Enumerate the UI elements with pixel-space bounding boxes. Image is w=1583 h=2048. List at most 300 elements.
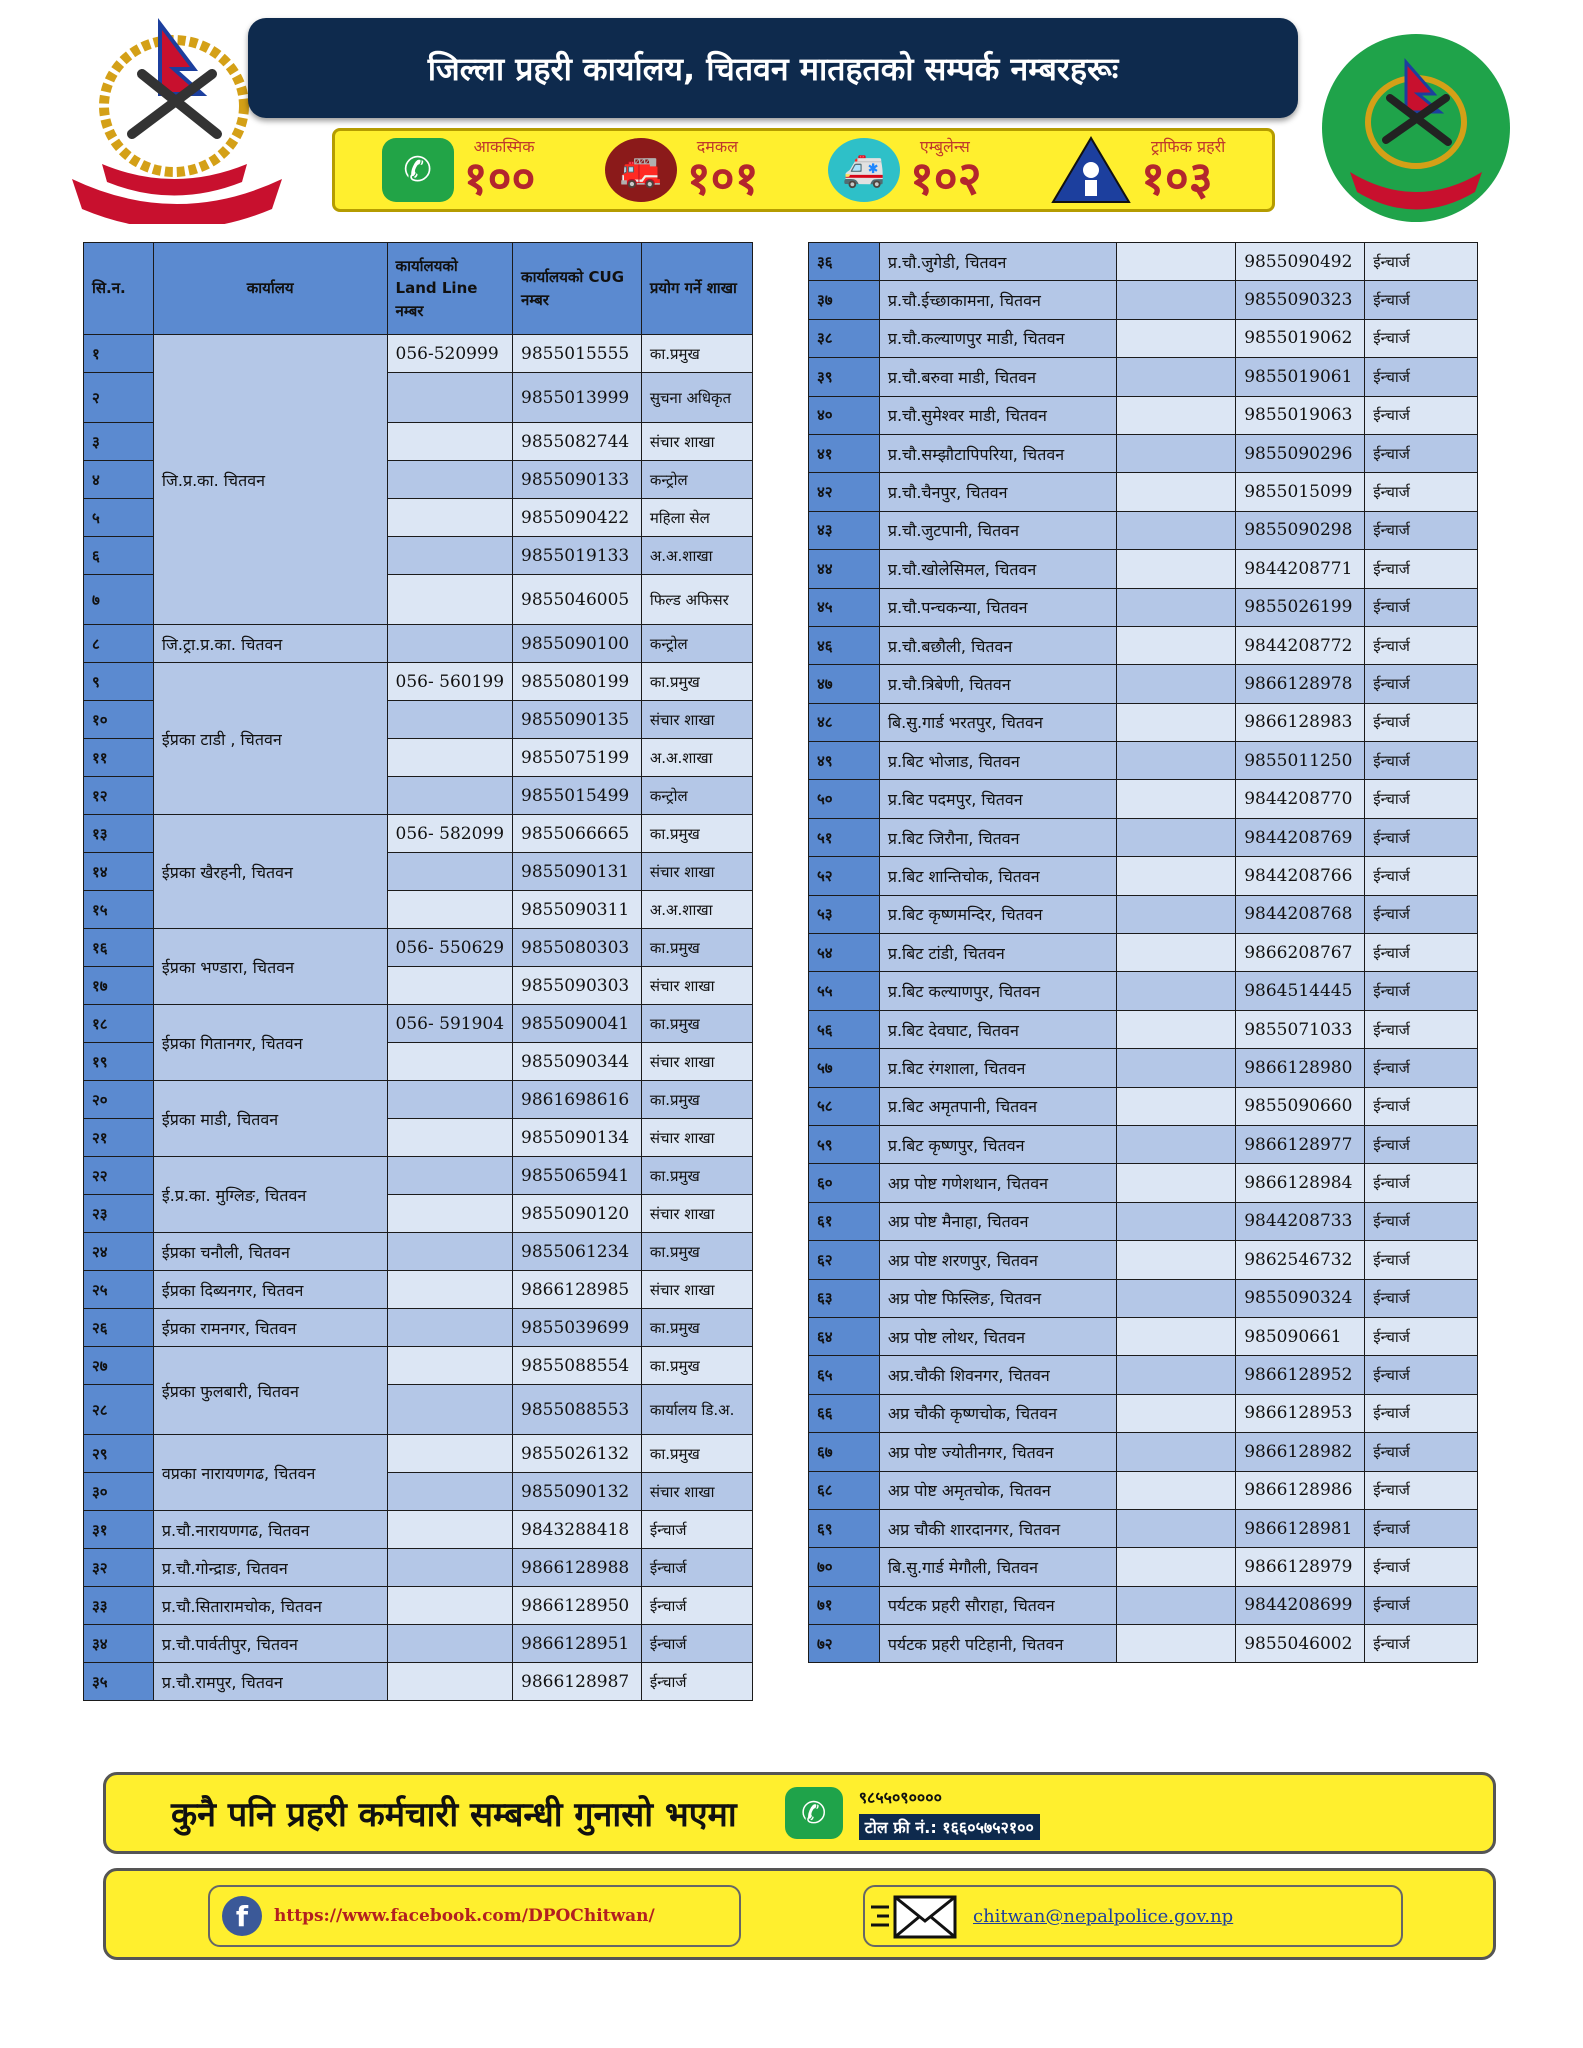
office-cell: ई.प्र.का. मुग्लिङ, चितवन [153, 1157, 387, 1233]
table-row [84, 815, 753, 853]
cug-number-cell[interactable]: 9855011250 [1236, 742, 1365, 780]
serial-number-cell: ३५ [84, 1663, 154, 1701]
table-row [809, 281, 1478, 319]
cug-number-cell[interactable]: 9855065941 [513, 1157, 642, 1195]
branch-cell: संचार शाखा [641, 967, 752, 1005]
table-row [809, 1125, 1478, 1163]
branch-cell: महिला सेल [641, 499, 752, 537]
landline-cell[interactable] [1116, 550, 1236, 588]
branch-cell: का.प्रमुख [641, 929, 752, 967]
landline-cell[interactable] [1116, 1202, 1236, 1240]
branch-cell: ईन्चार्ज [641, 1663, 752, 1701]
cug-number-cell[interactable]: 9855013999 [513, 373, 642, 423]
serial-number-cell: २९ [84, 1435, 154, 1473]
serial-number-cell: २६ [84, 1309, 154, 1347]
cug-number-cell[interactable]: 9855090120 [513, 1195, 642, 1233]
office-cell: ईप्रका रामनगर, चितवन [153, 1309, 387, 1347]
branch-cell: संचार शाखा [641, 1043, 752, 1081]
office-cell: अप्र चौकी शारदानगर, चितवन [879, 1509, 1116, 1547]
landline-cell[interactable] [387, 1435, 513, 1473]
landline-cell[interactable] [1116, 818, 1236, 856]
office-cell: अप्र पोष्ट मैनाहा, चितवन [879, 1202, 1116, 1240]
landline-cell[interactable] [1116, 1010, 1236, 1048]
landline-cell[interactable] [1116, 358, 1236, 396]
cug-number-cell[interactable]: 9855026132 [513, 1435, 642, 1473]
branch-cell: फिल्ड अफिसर [641, 575, 752, 625]
branch-cell: ईन्चार्ज [1365, 1471, 1478, 1509]
cug-number-cell[interactable]: 9866128980 [1236, 1049, 1365, 1087]
landline-cell[interactable] [387, 1587, 513, 1625]
serial-number-cell: ६४ [809, 1317, 880, 1355]
landline-cell[interactable] [387, 1119, 513, 1157]
landline-cell[interactable] [387, 1347, 513, 1385]
cug-number-cell[interactable]: 9843288418 [513, 1511, 642, 1549]
cug-number-cell[interactable]: 9855090324 [1236, 1279, 1365, 1317]
landline-cell[interactable] [1116, 588, 1236, 626]
branch-cell: ईन्चार्ज [1365, 1010, 1478, 1048]
phone-icon: ✆ [785, 1787, 843, 1839]
office-cell: प्र.बिट रंगशाला, चितवन [879, 1049, 1116, 1087]
cug-number-cell[interactable]: 9844208771 [1236, 550, 1365, 588]
emergency-number: १०० [463, 151, 536, 205]
cug-number-cell[interactable]: 9855090296 [1236, 434, 1365, 472]
branch-cell: ईन्चार्ज [1365, 1586, 1478, 1624]
office-cell: बि.सु.गार्ड मेगौली, चितवन [879, 1548, 1116, 1586]
cug-number-cell[interactable]: 9855090492 [1236, 243, 1365, 281]
office-cell: प्र.चौ.पन्चकन्या, चितवन [879, 588, 1116, 626]
column-header: कार्यालय [153, 243, 387, 335]
serial-number-cell: ६५ [809, 1356, 880, 1394]
office-cell: प्र.चौ.गोन्द्राङ, चितवन [153, 1549, 387, 1587]
landline-cell[interactable] [1116, 1049, 1236, 1087]
landline-cell[interactable] [387, 1081, 513, 1119]
cug-number-cell[interactable]: 9855039699 [513, 1309, 642, 1347]
serial-number-cell: १२ [84, 777, 154, 815]
branch-cell: ईन्चार्ज [1365, 1125, 1478, 1163]
emergency-item[interactable] [605, 137, 759, 205]
landline-cell[interactable] [387, 739, 513, 777]
landline-cell[interactable] [387, 891, 513, 929]
social-bar [103, 1868, 1496, 1960]
cug-number-cell[interactable]: 9855090134 [513, 1119, 642, 1157]
serial-number-cell: ३ [84, 423, 154, 461]
cug-number-cell[interactable]: 9866128987 [513, 1663, 642, 1701]
table-row [809, 1241, 1478, 1279]
landline-cell[interactable] [1116, 1471, 1236, 1509]
cug-number-cell[interactable]: 9855080303 [513, 929, 642, 967]
cug-number-cell[interactable]: 9866128977 [1236, 1125, 1365, 1163]
branch-cell: ईन्चार्ज [1365, 1625, 1478, 1663]
serial-number-cell: १ [84, 335, 154, 373]
serial-number-cell: ५४ [809, 934, 880, 972]
cug-number-cell[interactable]: 9866128951 [513, 1625, 642, 1663]
branch-cell: ईन्चार्ज [1365, 1394, 1478, 1432]
branch-cell: का.प्रमुख [641, 1435, 752, 1473]
serial-number-cell: ५० [809, 780, 880, 818]
landline-cell[interactable] [387, 1043, 513, 1081]
cug-number-cell[interactable]: 9866128981 [1236, 1509, 1365, 1547]
table-row [809, 818, 1478, 856]
office-cell: ईप्रका टाडी , चितवन [153, 663, 387, 815]
emergency-item[interactable] [828, 137, 982, 205]
cug-number-cell[interactable]: 9861698616 [513, 1081, 642, 1119]
cug-number-cell[interactable]: 9844208766 [1236, 857, 1365, 895]
table-row [84, 1081, 753, 1119]
landline-cell[interactable] [1116, 319, 1236, 357]
serial-number-cell: ६० [809, 1164, 880, 1202]
cug-number-cell[interactable]: 9844208769 [1236, 818, 1365, 856]
office-cell: अप्र चौकी कृष्णचोक, चितवन [879, 1394, 1116, 1432]
cug-number-cell[interactable]: 9855088553 [513, 1385, 642, 1435]
cug-number-cell[interactable]: 9855075199 [513, 739, 642, 777]
office-cell: प्र.चौ.बरुवा माडी, चितवन [879, 358, 1116, 396]
office-cell: पर्यटक प्रहरी सौराहा, चितवन [879, 1586, 1116, 1624]
landline-cell[interactable] [387, 575, 513, 625]
office-cell: प्र.चौ.ईच्छाकामना, चितवन [879, 281, 1116, 319]
office-cell: वप्रका नारायणगढ, चितवन [153, 1435, 387, 1511]
landline-cell[interactable] [387, 499, 513, 537]
facebook-icon: f [222, 1896, 262, 1936]
landline-cell[interactable] [387, 1385, 513, 1435]
table-row [809, 665, 1478, 703]
table-row [809, 780, 1478, 818]
cug-number-cell[interactable]: 9855090135 [513, 701, 642, 739]
landline-cell[interactable] [1116, 396, 1236, 434]
branch-cell: का.प्रमुख [641, 663, 752, 701]
cug-number-cell[interactable]: 9866128952 [1236, 1356, 1365, 1394]
landline-cell[interactable] [1116, 473, 1236, 511]
serial-number-cell: ६८ [809, 1471, 880, 1509]
landline-cell[interactable] [1116, 742, 1236, 780]
cug-number-cell[interactable]: 9862546732 [1236, 1241, 1365, 1279]
cug-number-cell[interactable]: 9855090133 [513, 461, 642, 499]
cug-number-cell[interactable]: 9855090660 [1236, 1087, 1365, 1125]
serial-number-cell: १५ [84, 891, 154, 929]
serial-number-cell: २८ [84, 1385, 154, 1435]
cug-number-cell[interactable]: 9844208699 [1236, 1586, 1365, 1624]
cug-number-cell[interactable]: 9855019133 [513, 537, 642, 575]
landline-cell[interactable] [387, 967, 513, 1005]
landline-cell[interactable]: 056-520999 [387, 335, 513, 373]
landline-cell[interactable] [1116, 1279, 1236, 1317]
facebook-link[interactable]: https://www.facebook.com/DPOChitwan/ [274, 1906, 655, 1926]
cug-number-cell[interactable]: 9855015555 [513, 335, 642, 373]
email-pill [863, 1885, 1403, 1947]
branch-cell: सुचना अधिकृत [641, 373, 752, 423]
serial-number-cell: ५ [84, 499, 154, 537]
landline-cell[interactable] [387, 461, 513, 499]
landline-cell[interactable] [1116, 281, 1236, 319]
cug-number-cell[interactable]: 9855015499 [513, 777, 642, 815]
cug-number-cell[interactable]: 9866128982 [1236, 1433, 1365, 1471]
traffic-police-icon [1051, 136, 1131, 204]
table-row [809, 1356, 1478, 1394]
cug-number-cell[interactable]: 9855090303 [513, 967, 642, 1005]
serial-number-cell: ४७ [809, 665, 880, 703]
serial-number-cell: ४३ [809, 511, 880, 549]
office-cell: प्र.बिट कल्याणपुर, चितवन [879, 972, 1116, 1010]
branch-cell: का.प्रमुख [641, 1309, 752, 1347]
table-row [84, 1511, 753, 1549]
landline-cell[interactable] [1116, 1125, 1236, 1163]
table-row [809, 626, 1478, 664]
serial-number-cell: ४८ [809, 703, 880, 741]
branch-cell: ईन्चार्ज [1365, 780, 1478, 818]
cug-number-cell[interactable]: 9855019062 [1236, 319, 1365, 357]
cug-number-cell[interactable]: 9855046002 [1236, 1625, 1365, 1663]
serial-number-cell: २७ [84, 1347, 154, 1385]
office-cell: प्र.चौ.बछौली, चितवन [879, 626, 1116, 664]
serial-number-cell: ३६ [809, 243, 880, 281]
cug-number-cell[interactable]: 9855090298 [1236, 511, 1365, 549]
table-body [809, 243, 1478, 1663]
cug-number-cell[interactable]: 9866128978 [1236, 665, 1365, 703]
landline-cell[interactable] [1116, 626, 1236, 664]
office-cell: प्र.बिट शान्तिचोक, चितवन [879, 857, 1116, 895]
serial-number-cell: २० [84, 1081, 154, 1119]
cug-number-cell[interactable]: 9866128950 [513, 1587, 642, 1625]
landline-cell[interactable]: 056- 591904 [387, 1005, 513, 1043]
column-header: कार्यालयको Land Line नम्बर [387, 243, 513, 335]
landline-cell[interactable] [1116, 1509, 1236, 1547]
hotline-number[interactable]: ९८५५०९०००० [858, 1788, 942, 1807]
landline-cell[interactable] [1116, 780, 1236, 818]
landline-cell[interactable] [1116, 1548, 1236, 1586]
cug-number-cell[interactable]: 9844208733 [1236, 1202, 1365, 1240]
table-row [809, 1317, 1478, 1355]
landline-cell[interactable] [387, 1663, 513, 1701]
cug-number-cell[interactable]: 9855090041 [513, 1005, 642, 1043]
landline-cell[interactable] [1116, 1394, 1236, 1432]
landline-cell[interactable]: 056- 560199 [387, 663, 513, 701]
serial-number-cell: १८ [84, 1005, 154, 1043]
cug-number-cell[interactable]: 9855090323 [1236, 281, 1365, 319]
cug-number-cell[interactable]: 9855019061 [1236, 358, 1365, 396]
landline-cell[interactable] [387, 1157, 513, 1195]
cug-number-cell[interactable]: 9855015099 [1236, 473, 1365, 511]
table-row [809, 1433, 1478, 1471]
landline-cell[interactable] [1116, 1625, 1236, 1663]
serial-number-cell: ४५ [809, 588, 880, 626]
cug-number-cell[interactable]: 9855026199 [1236, 588, 1365, 626]
landline-cell[interactable] [1116, 703, 1236, 741]
cug-number-cell[interactable]: 9855090132 [513, 1473, 642, 1511]
serial-number-cell: ३० [84, 1473, 154, 1511]
serial-number-cell: २५ [84, 1271, 154, 1309]
cug-number-cell[interactable]: 9866128985 [513, 1271, 642, 1309]
office-cell: अप्र पोष्ट अमृतचोक, चितवन [879, 1471, 1116, 1509]
landline-cell[interactable] [387, 777, 513, 815]
cug-number-cell[interactable]: 9866128988 [513, 1549, 642, 1587]
branch-cell: ईन्चार्ज [1365, 972, 1478, 1010]
serial-number-cell: २३ [84, 1195, 154, 1233]
branch-cell: ईन्चार्ज [1365, 358, 1478, 396]
emergency-number: १०३ [1140, 151, 1213, 205]
emergency-item[interactable] [1051, 136, 1225, 204]
table-row [809, 1625, 1478, 1663]
emergency-label: दमकल [696, 137, 738, 156]
cug-number-cell[interactable]: 9855071033 [1236, 1010, 1365, 1048]
cug-number-cell[interactable]: 9855088554 [513, 1347, 642, 1385]
complaint-bar [103, 1772, 1496, 1854]
cug-number-cell[interactable]: 9855090131 [513, 853, 642, 891]
landline-cell[interactable] [387, 701, 513, 739]
table-row [84, 1233, 753, 1271]
cug-number-cell[interactable]: 9855090422 [513, 499, 642, 537]
branch-cell: ईन्चार्ज [1365, 665, 1478, 703]
branch-cell: का.प्रमुख [641, 335, 752, 373]
landline-cell[interactable]: 056- 582099 [387, 815, 513, 853]
branch-cell: ईन्चार्ज [1365, 588, 1478, 626]
branch-cell: ईन्चार्ज [1365, 396, 1478, 434]
cug-number-cell[interactable]: 9855082744 [513, 423, 642, 461]
landline-cell[interactable] [1116, 1241, 1236, 1279]
office-cell: प्र.चौ.जुटपानी, चितवन [879, 511, 1116, 549]
office-cell: प्र.चौ.चैनपुर, चितवन [879, 473, 1116, 511]
landline-cell[interactable] [387, 1195, 513, 1233]
branch-cell: ईन्चार्ज [1365, 1356, 1478, 1394]
serial-number-cell: ६१ [809, 1202, 880, 1240]
branch-cell: ईन्चार्ज [1365, 1317, 1478, 1355]
landline-cell[interactable] [387, 1271, 513, 1309]
cug-number-cell[interactable]: 9866208767 [1236, 934, 1365, 972]
phone-icon: ✆ [382, 138, 454, 202]
landline-cell[interactable] [1116, 934, 1236, 972]
branch-cell: अ.अ.शाखा [641, 537, 752, 575]
branch-cell: ईन्चार्ज [1365, 1509, 1478, 1547]
landline-cell[interactable] [1116, 1586, 1236, 1624]
branch-cell: कन्ट्रोल [641, 777, 752, 815]
serial-number-cell: ६९ [809, 1509, 880, 1547]
landline-cell[interactable] [1116, 1433, 1236, 1471]
page-title: जिल्ला प्रहरी कार्यालय, चितवन मातहतको सम्पर्क नम्बरहरूः [248, 18, 1298, 118]
branch-cell: अ.अ.शाखा [641, 739, 752, 777]
table-row [809, 1087, 1478, 1125]
table-row [84, 1309, 753, 1347]
serial-number-cell: ५१ [809, 818, 880, 856]
serial-number-cell: २२ [84, 1157, 154, 1195]
cug-number-cell[interactable]: 9855090100 [513, 625, 642, 663]
cug-number-cell[interactable]: 9866128979 [1236, 1548, 1365, 1586]
cug-number-cell[interactable]: 985090661 [1236, 1317, 1365, 1355]
cug-number-cell[interactable]: 9844208768 [1236, 895, 1365, 933]
branch-cell: संचार शाखा [641, 1119, 752, 1157]
landline-cell[interactable] [387, 1625, 513, 1663]
landline-cell[interactable] [387, 1233, 513, 1271]
serial-number-cell: ३४ [84, 1625, 154, 1663]
landline-cell[interactable] [1116, 857, 1236, 895]
cug-number-cell[interactable]: 9866128983 [1236, 703, 1365, 741]
cug-number-cell[interactable]: 9864514445 [1236, 972, 1365, 1010]
landline-cell[interactable] [1116, 972, 1236, 1010]
branch-cell: ईन्चार्ज [1365, 1241, 1478, 1279]
cug-number-cell[interactable]: 9844208770 [1236, 780, 1365, 818]
cug-number-cell[interactable]: 9855066665 [513, 815, 642, 853]
landline-cell[interactable] [387, 423, 513, 461]
serial-number-cell: ६३ [809, 1279, 880, 1317]
table-row [809, 1049, 1478, 1087]
landline-cell[interactable] [387, 373, 513, 423]
landline-cell[interactable] [1116, 665, 1236, 703]
table-row [809, 1509, 1478, 1547]
cug-number-cell[interactable]: 9855019063 [1236, 396, 1365, 434]
email-link[interactable]: chitwan@nepalpolice.gov.np [973, 1905, 1234, 1927]
cug-number-cell[interactable]: 9855090311 [513, 891, 642, 929]
emergency-item[interactable] [382, 137, 536, 205]
table-row [84, 1347, 753, 1385]
landline-cell[interactable] [387, 1549, 513, 1587]
cug-number-cell[interactable]: 9855080199 [513, 663, 642, 701]
landline-cell[interactable] [387, 1309, 513, 1347]
table-row [809, 1394, 1478, 1432]
branch-cell: का.प्रमुख [641, 1347, 752, 1385]
table-row [84, 929, 753, 967]
branch-cell: कन्ट्रोल [641, 461, 752, 499]
landline-cell[interactable] [1116, 1087, 1236, 1125]
contact-table-left [83, 242, 753, 1701]
serial-number-cell: ३८ [809, 319, 880, 357]
branch-cell: ईन्चार्ज [1365, 1433, 1478, 1471]
serial-number-cell: ४२ [809, 473, 880, 511]
branch-cell: ईन्चार्ज [1365, 550, 1478, 588]
landline-cell[interactable] [1116, 434, 1236, 472]
table-row [809, 934, 1478, 972]
landline-cell[interactable] [387, 853, 513, 891]
tollfree-number[interactable]: टोल फ्री नं.: १६६०५७५२१०० [859, 1814, 1040, 1840]
cug-number-cell[interactable]: 9855090344 [513, 1043, 642, 1081]
serial-number-cell: ४९ [809, 742, 880, 780]
landline-cell[interactable] [387, 625, 513, 663]
cug-number-cell[interactable]: 9844208772 [1236, 626, 1365, 664]
office-cell: प्र.बिट कृष्णमन्दिर, चितवन [879, 895, 1116, 933]
complaint-text: कुनै पनि प्रहरी कर्मचारी सम्बन्धी गुनासो भएमा [171, 1795, 737, 1835]
office-cell: ईप्रका खैरहनी, चितवन [153, 815, 387, 929]
column-header: सि.न. [84, 243, 154, 335]
landline-cell[interactable] [387, 1473, 513, 1511]
table-row [809, 1202, 1478, 1240]
office-cell: प्र.चौ.कल्याणपुर माडी, चितवन [879, 319, 1116, 357]
table-row [84, 1625, 753, 1663]
landline-cell[interactable] [1116, 511, 1236, 549]
landline-cell[interactable] [387, 1511, 513, 1549]
cug-number-cell[interactable]: 9866128986 [1236, 1471, 1365, 1509]
mail-icon [869, 1891, 959, 1941]
branch-cell: ईन्चार्ज [1365, 857, 1478, 895]
cug-number-cell[interactable]: 9866128953 [1236, 1394, 1365, 1432]
serial-number-cell: ६७ [809, 1433, 880, 1471]
serial-number-cell: ७ [84, 575, 154, 625]
serial-number-cell: ७१ [809, 1586, 880, 1624]
landline-cell[interactable] [1116, 243, 1236, 281]
landline-cell[interactable] [1116, 895, 1236, 933]
landline-cell[interactable] [1116, 1317, 1236, 1355]
landline-cell[interactable]: 056- 550629 [387, 929, 513, 967]
cug-number-cell[interactable]: 9855046005 [513, 575, 642, 625]
cug-number-cell[interactable]: 9866128984 [1236, 1164, 1365, 1202]
cug-number-cell[interactable]: 9855061234 [513, 1233, 642, 1271]
table-row [809, 857, 1478, 895]
landline-cell[interactable] [387, 537, 513, 575]
landline-cell[interactable] [1116, 1356, 1236, 1394]
branch-cell: ईन्चार्ज [1365, 434, 1478, 472]
branch-cell: संचार शाखा [641, 1473, 752, 1511]
office-cell: अप्र.चौकी शिवनगर, चितवन [879, 1356, 1116, 1394]
table-row [84, 1587, 753, 1625]
branch-cell: कन्ट्रोल [641, 625, 752, 663]
landline-cell[interactable] [1116, 1164, 1236, 1202]
serial-number-cell: ६ [84, 537, 154, 575]
serial-number-cell: ४० [809, 396, 880, 434]
